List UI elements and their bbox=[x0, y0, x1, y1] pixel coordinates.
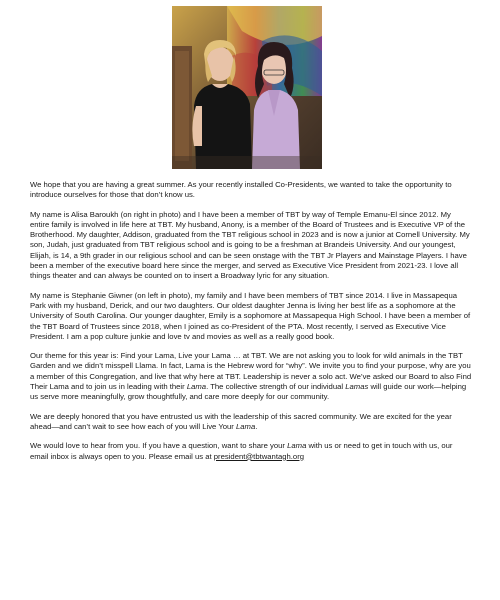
theme-lama-italic: Lama bbox=[186, 382, 207, 392]
honored-text-2: . bbox=[255, 421, 258, 431]
letter-body bbox=[30, 180, 472, 471]
stephanie-bio-paragraph: My name is Stephanie Giwner (on left in photo), my family and I have been members of TBT since 2014. I live in Massapequa Park with my husband, Derick, and our two daughters. Our oldest daughter Jenna is living her best life as a sophomore at the University of South Carolina. Our younger daughter, Emily is a sophomore at Massapequa High School. I have been a member of the TBT Board of Trustees since 2018, when I joined as co-President of the PTA. Most recently, I served as Executive Vice President. I am a pop culture junkie and love tv and movies as well as a really good book. bbox=[30, 290, 471, 341]
portrait-photo-icon bbox=[172, 6, 322, 169]
theme-text-2: . The collective strength of our individual bbox=[206, 382, 346, 392]
contact-text-2: with us or need to get in touch with us, our email inbox is always open to you. Please email us at bbox=[30, 441, 453, 461]
contact-lama-italic: Lama bbox=[287, 441, 307, 451]
co-presidents-photo bbox=[172, 6, 322, 169]
alisa-bio-paragraph: My name is Alisa Baroukh (on right in photo) and I have been a member of TBT by way of Temple Emanu-El since 2012. My entire family is involved in life here at TBT. My husband, Anony, is a member of the Board of Trustees and is Executive VP of the Brotherhood. My daughter, Addison, graduated from the TBT religious school in 2023 and is now a junior at Cornell University. My son, Judah, just graduated from TBT religious school and is going to be a freshman at Brandeis University. And our youngest, Elijah, is 14, a 9th grader in our religious school and can be seen onstage with the TBT Jr Players and Mainstage Players. I have been a member of the executive board here since the merger, and served as Executive Vice President from 2021-23. I love all things theater and can always be counted on to insert a Broadway lyric for any situation. bbox=[30, 209, 470, 281]
president-email-link[interactable]: president@tbtwantagh.org bbox=[213, 451, 305, 461]
honored-paragraph bbox=[30, 412, 472, 433]
theme-paragraph bbox=[30, 351, 472, 402]
honored-text-1: We are deeply honored that you have entrusted us with the leadership of this sacred community. We are excited for the year ahead—and can’t wait to see how each of you will Live Your bbox=[30, 411, 452, 431]
theme-text-1: Our theme for this year is: Find your Lama, Live your Lama … at TBT. We are not asking you to look for wild animals in the TBT Garden and we didn’t misspell Llama. In fact, Lama is the Hebrew word for “why”. We invite you to find your purpose, why are you a member of this Congregation, and live that why here at TBT. Leadership is never a solo act. We’ve asked our Board to also Find Their Lama and to join us in leading with their bbox=[30, 351, 472, 392]
contact-paragraph bbox=[30, 441, 472, 462]
theme-text-3: will guide our work—helping us serve more meaningfully, grow thoughtfully, and care more deeply for our community. bbox=[30, 382, 467, 402]
intro-paragraph: We hope that you are having a great summer. As your recently installed Co-Presidents, we wanted to take the opportunity to introduce ourselves for those that don’t know us. bbox=[30, 180, 452, 200]
theme-lamas-italic: Lamas bbox=[345, 382, 369, 392]
honored-lama-italic: Lama bbox=[236, 421, 256, 431]
contact-text-1: We would love to hear from you. If you have a question, want to share your bbox=[30, 441, 288, 451]
